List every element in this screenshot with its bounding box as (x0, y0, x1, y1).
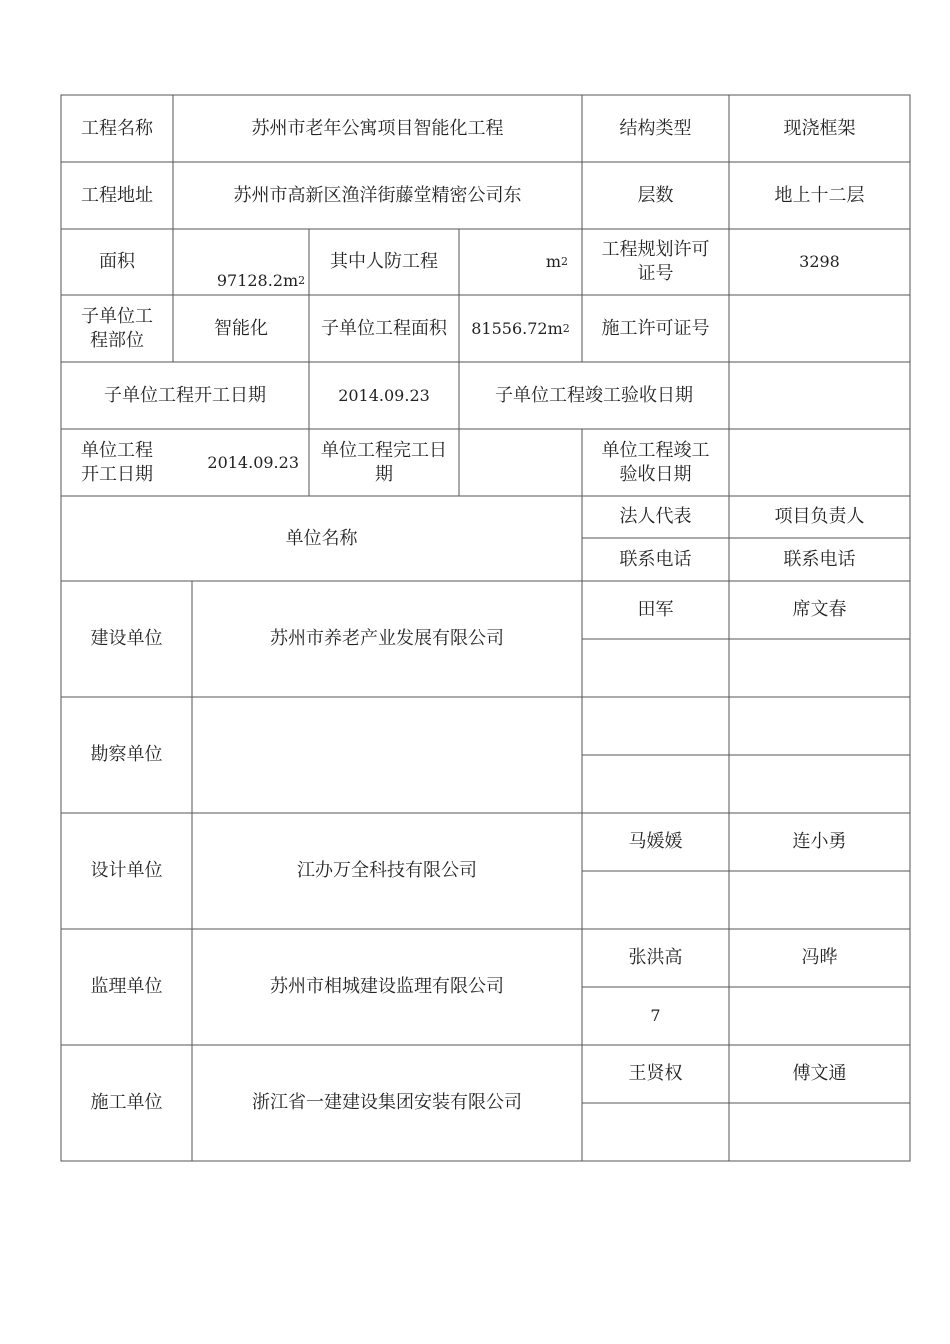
sub-unit-area-number: 81556.72m (471, 318, 563, 338)
lead-phone-header: 联系电话 (783, 548, 856, 570)
planning-permit-value: 3298 (799, 252, 840, 271)
unit-name-design: 江办万全科技有限公司 (297, 860, 477, 881)
unit-finish-label: 单位工程完工日期 (321, 439, 447, 485)
unit-legal-rep-supervision: 张洪高 (628, 947, 683, 968)
unit-name-contractor: 浙江省一建建设集团安装有限公司 (252, 1092, 522, 1113)
civil-defense-unit: m (545, 252, 561, 271)
unit-legal-phone-construction-owner (582, 639, 729, 697)
address-value: 苏州市高新区渔洋街藤堂精密公司东 (233, 184, 522, 206)
unit-lead-construction-owner: 席文春 (792, 599, 847, 620)
unit-name-supervision: 苏州市相城建设监理有限公司 (270, 976, 504, 997)
civil-defense-value (459, 229, 582, 295)
unit-accept-value (729, 429, 910, 496)
sub-unit-area-label: 子单位工程面积 (321, 317, 447, 339)
area-number: 97128.2m (216, 271, 299, 290)
unit-name-header: 单位名称 (285, 527, 358, 549)
unit-lead-design: 连小勇 (792, 831, 847, 852)
address-label: 工程地址 (81, 184, 153, 206)
sub-unit-part-value: 智能化 (214, 317, 268, 339)
unit-legal-rep-contractor: 王贤权 (628, 1063, 683, 1084)
unit-legal-rep-design: 马媛媛 (628, 831, 683, 852)
unit-lead-contractor: 傅文通 (792, 1063, 847, 1084)
civil-defense-unit-sup: 2 (561, 255, 568, 268)
unit-role-survey: 勘察单位 (90, 744, 163, 765)
construction-permit-label: 施工许可证号 (601, 317, 710, 339)
unit-accept-label: 单位工程竣工验收日期 (601, 439, 710, 485)
unit-role-construction-owner: 建设单位 (90, 628, 163, 649)
project-name-label: 工程名称 (81, 117, 153, 139)
unit-legal-phone-supervision: 7 (650, 1006, 661, 1025)
project-lead-header: 项目负责人 (774, 506, 865, 527)
unit-finish-value (459, 429, 582, 496)
sub-accept-label: 子单位工程竣工验收日期 (495, 384, 693, 406)
sub-accept-value (729, 362, 910, 429)
unit-role-supervision: 监理单位 (90, 976, 163, 997)
unit-name-construction-owner: 苏州市养老产业发展有限公司 (270, 628, 504, 649)
legal-rep-header: 法人代表 (619, 506, 692, 527)
area-unit-sup: 2 (298, 274, 306, 287)
unit-start-label: 单位工程开工日期 (81, 439, 153, 485)
unit-legal-phone-survey (582, 755, 729, 813)
unit-lead-phone-survey (729, 755, 910, 813)
construction-permit-value (729, 295, 910, 362)
sub-unit-area-sup: 2 (562, 321, 570, 335)
legal-phone-header: 联系电话 (619, 548, 692, 570)
planning-permit-label: 工程规划许可证号 (601, 239, 710, 284)
unit-start-value: 2014.09.23 (207, 452, 299, 472)
sub-start-value: 2014.09.23 (338, 385, 430, 405)
unit-lead-supervision: 冯晔 (801, 947, 838, 968)
unit-legal-rep-construction-owner: 田军 (637, 599, 674, 620)
sub-unit-area-value (459, 295, 582, 362)
civil-defense-label: 其中人防工程 (330, 251, 438, 272)
area-value (173, 229, 309, 295)
sub-start-label: 子单位工程开工日期 (104, 384, 266, 406)
sub-unit-part-label: 子单位工程部位 (81, 305, 153, 351)
unit-lead-survey (729, 697, 910, 755)
floors-value: 地上十二层 (774, 184, 865, 206)
unit-lead-phone-contractor (729, 1103, 910, 1161)
unit-legal-rep-survey (582, 697, 729, 755)
structure-type-label: 结构类型 (619, 117, 692, 139)
unit-lead-phone-design (729, 871, 910, 929)
unit-name-survey (192, 697, 582, 813)
floors-label: 层数 (637, 184, 674, 206)
unit-legal-phone-contractor (582, 1103, 729, 1161)
unit-role-contractor: 施工单位 (90, 1092, 163, 1113)
project-name-value: 苏州市老年公寓项目智能化工程 (251, 117, 504, 139)
unit-lead-phone-supervision (729, 987, 910, 1045)
unit-legal-phone-design (582, 871, 729, 929)
area-label: 面积 (99, 251, 135, 272)
structure-type-value: 现浇框架 (783, 117, 856, 139)
unit-lead-phone-construction-owner (729, 639, 910, 697)
unit-role-design: 设计单位 (90, 860, 163, 881)
